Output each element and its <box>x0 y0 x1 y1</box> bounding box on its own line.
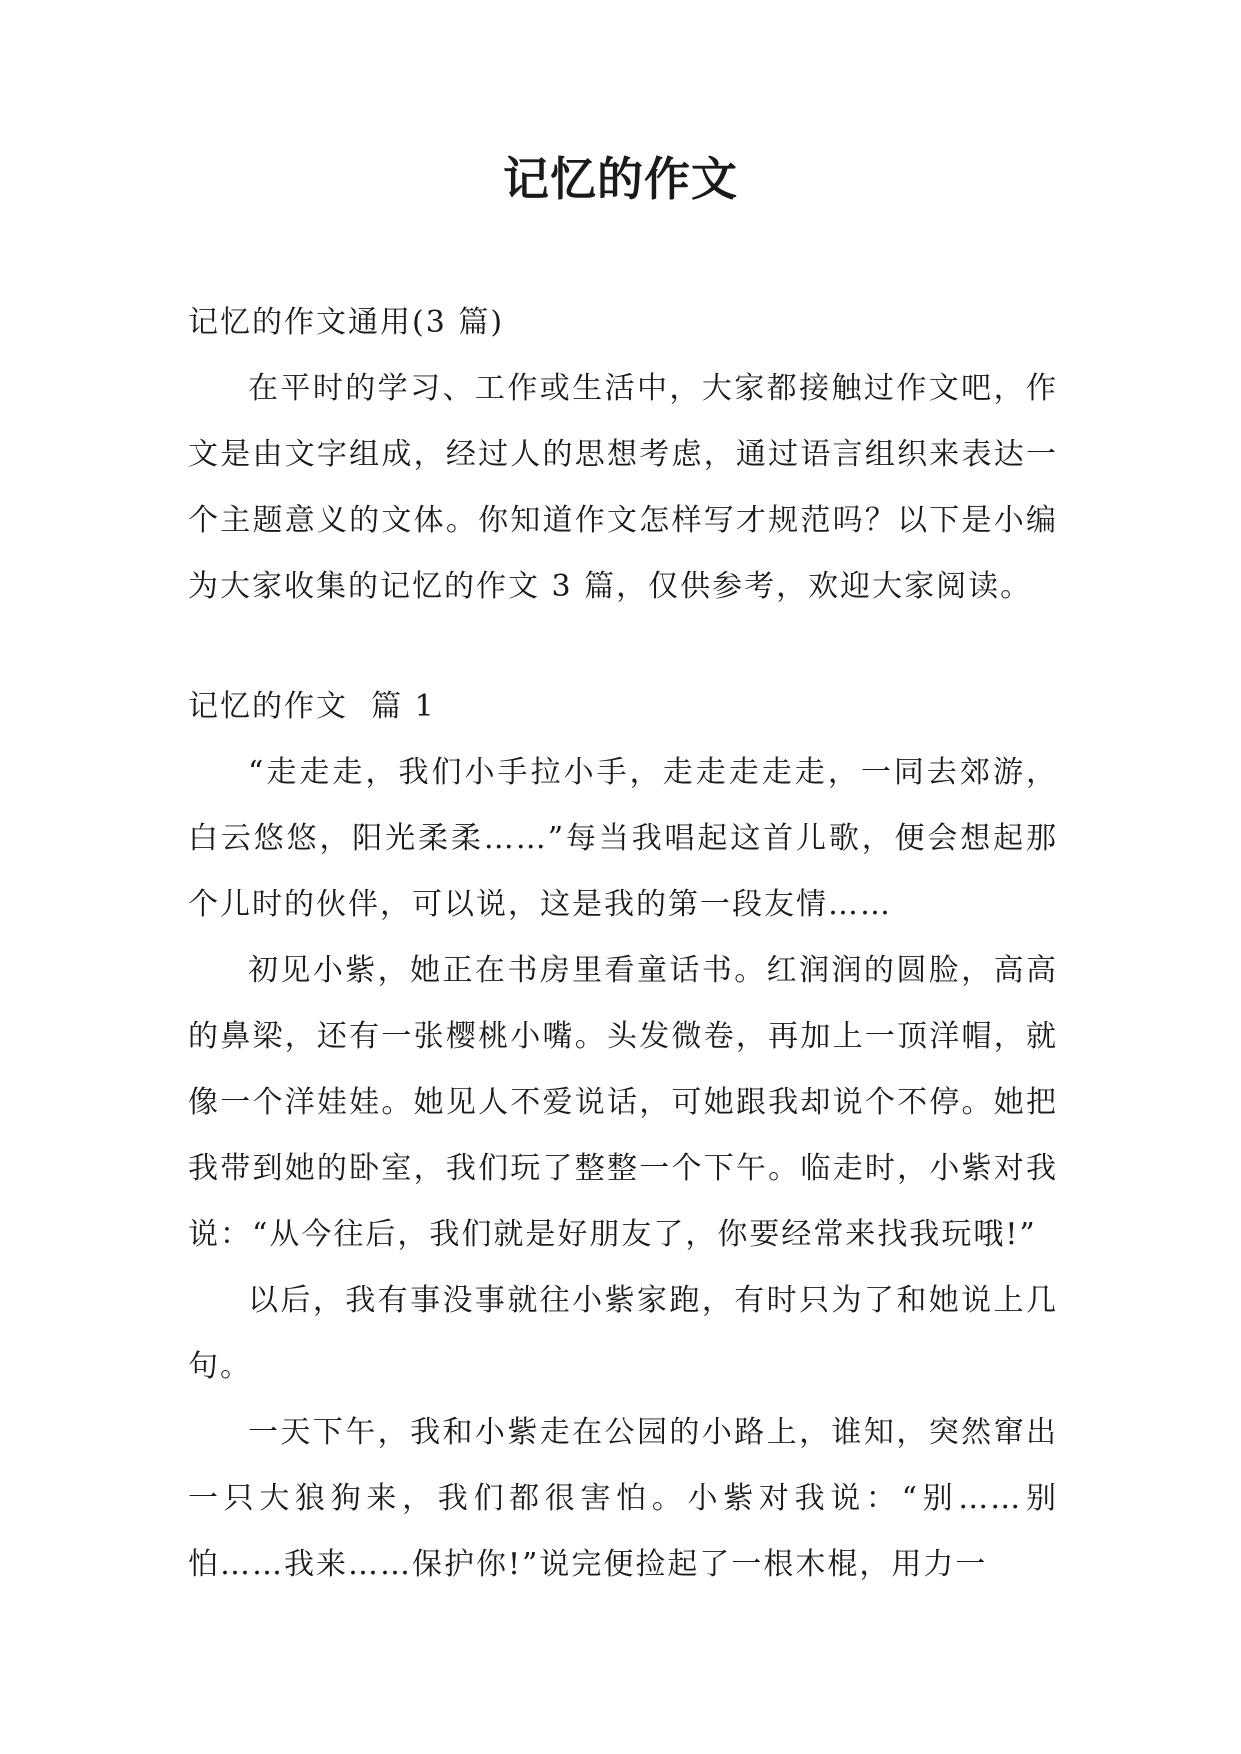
document-body <box>188 290 1058 1598</box>
document-subtitle: 记忆的作文通用(3 篇) <box>188 305 505 340</box>
section-spacer <box>188 620 1058 674</box>
body-paragraph: 一天下午，我和小紫走在公园的小路上，谁知，突然窜出一只大狼狗来，我们都很害怕。小紫对我说：“别……别怕……我来……保护你!”说完便捡起了一根木棍，用力一 <box>188 1415 1058 1582</box>
intro-paragraph: 在平时的学习、工作或生活中，大家都接触过作文吧，作文是由文字组成，经过人的思想考虑，通过语言组织来表达一个主题意义的文体。你知道作文怎样写才规范吗？以下是小编为大家收集的记忆的作文 3 篇，仅供参考，欢迎大家阅读。 <box>188 371 1058 604</box>
body-paragraph: 以后，我有事没事就往小紫家跑，有时只为了和她说上几句。 <box>188 1283 1058 1384</box>
document-title: 记忆的作文 <box>503 152 738 206</box>
body-paragraph: 初见小紫，她正在书房里看童话书。红润润的圆脸，高高的鼻梁，还有一张樱桃小嘴。头发微卷，再加上一顶洋帽，就像一个洋娃娃。她见人不爱说话，可她跟我却说个不停。她把我带到她的卧室，我们玩了整整一个下午。临走时，小紫对我说：“从今往后，我们就是好朋友了，你要经常来找我玩哦!” <box>188 953 1058 1252</box>
body-paragraph: “走走走，我们小手拉小手，走走走走走，一同去郊游，白云悠悠，阳光柔柔……”每当我唱起这首儿歌，便会想起那个儿时的伙伴，可以说，这是我的第一段友情…… <box>188 755 1058 922</box>
section-heading: 记忆的作文 篇 1 <box>188 689 436 724</box>
